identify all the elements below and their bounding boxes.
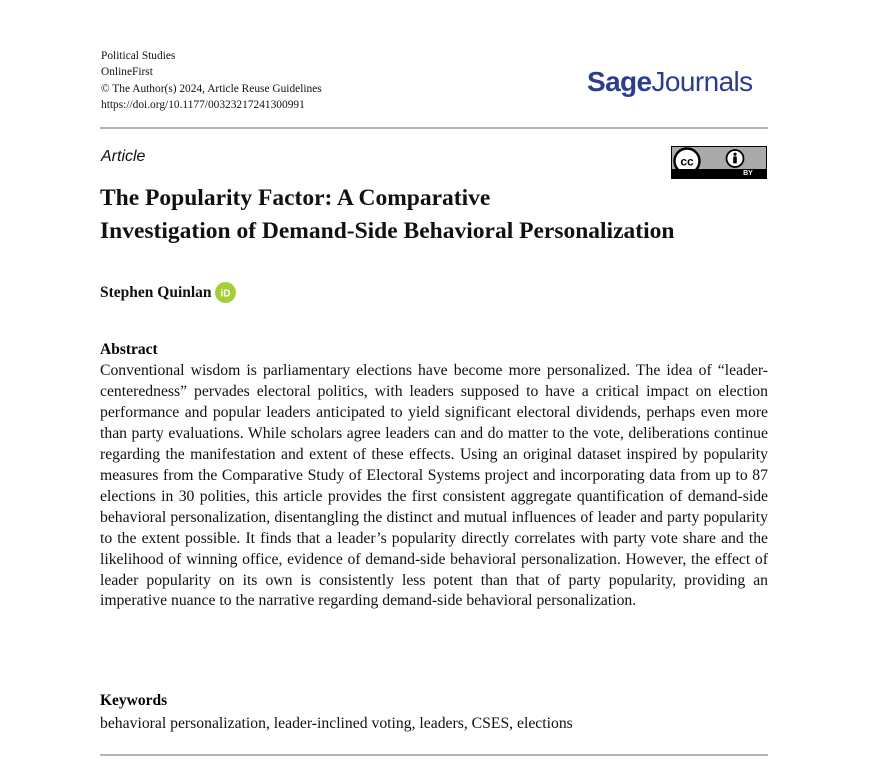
keywords-list: behavioral personalization, leader-inclined voting, leaders, CSES, elections — [100, 715, 573, 732]
header-divider — [100, 127, 768, 129]
orcid-icon[interactable] — [215, 282, 236, 303]
journal-meta — [101, 48, 322, 113]
brand-part-sage: Sage — [587, 66, 652, 97]
article-type-label: Article — [101, 148, 146, 165]
author-name[interactable]: Stephen Quinlan — [100, 283, 212, 301]
keywords-heading: Keywords — [100, 692, 168, 709]
article-title — [100, 182, 780, 248]
title-line-1: The Popularity Factor: A Comparative — [100, 185, 491, 211]
license-by-label: BY — [743, 170, 753, 177]
abstract-heading: Abstract — [100, 341, 158, 358]
brand-part-journals: Journals — [651, 66, 753, 97]
doi-link[interactable]: https://doi.org/10.1177/00323217241300991 — [101, 98, 305, 111]
title-line-2: Investigation of Demand-Side Behavioral Personalization — [100, 218, 675, 244]
journal-name: Political Studies — [101, 50, 176, 62]
svg-text:iD: iD — [220, 288, 231, 300]
publisher-logo — [587, 66, 753, 98]
abstract-body: Conventional wisdom is parliamentary elections have become more personalized. The idea of “leader-centeredness” pervades electoral politics, with leaders supposed to have a critical impact on election performance and popular leaders anticipated to yield significant electoral dividends, perhaps even more than party evaluations. While scholars agree leaders can and do matter to the vote, deliberations continue regarding the manifestation and extent of these effects. Using an original dataset inspired by popularity measures from the Comparative Study of Electoral Systems project and incorporating data from up to 87 elections in 30 polities, this article provides the first consistent aggregate quantification of demand-side behavioral personalization, disentangling the distinct and mutual influences of leader and party popularity to the extent possible. It finds that a leader’s popularity directly correlates with party vote share and the likelihood of winning office, evidence of demand-side behavioral personalization. However, the effect of leader popularity on its own is consistently less potent than that of party popularity, providing an imperative nuance to the narrative regarding demand-side behavioral personalization. — [100, 362, 768, 610]
publication-status: OnlineFirst — [101, 66, 153, 79]
author-row — [100, 282, 236, 303]
footer-divider — [100, 754, 768, 756]
copyright-line[interactable]: © The Author(s) 2024, Article Reuse Guidelines — [101, 82, 322, 95]
cc-by-license-badge[interactable] — [671, 146, 767, 179]
svg-text:cc: cc — [680, 154, 694, 169]
